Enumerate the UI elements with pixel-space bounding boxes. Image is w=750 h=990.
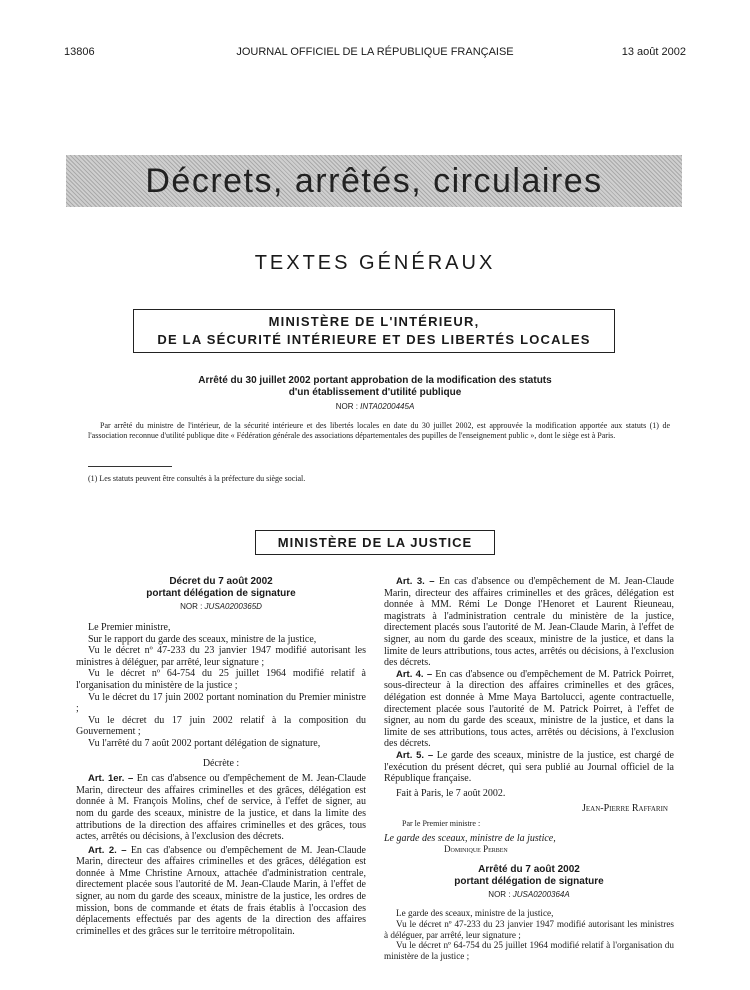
arrete2-heading: [384, 864, 674, 899]
preamble-5: Vu le décret du 17 juin 2002 relatif à la composition du Gouvernement ;: [76, 714, 366, 738]
article-4: Art. 4. – En cas d'absence ou d'empêchement de M. Patrick Poirret, sous-directeur à la direction des affaires criminelles et des grâces, délégation est donnée à Mme Maya Bartolucci, agente contractuelle, directement placée sous l'autorité de M. Patrick Poirret, à l'effet de signer, au nom du garde des sceaux, ministre de la justice, et dans la limite de ses attributions, tous actes, arrêtés ou décisions, à l'exclusion des décrets.: [384, 668, 674, 750]
decret-title2: portant délégation de signature: [146, 588, 296, 599]
article-3: Art. 3. – En cas d'absence ou d'empêchement de M. Jean-Claude Marin, directeur des affaires criminelles et des grâces, délégation est donnée à MM. Rémi Le Donge l'Henoret et Laurent Rieuneau, magistrats à l'administration centrale du ministère de la justice, directement placés sous l'autorité de M. Jean-Claude Marin, à l'effet de signer, au nom du garde des sceaux, ministre de la justice, et dans la limite de leurs attributions, tous actes, arrêtés ou décisions, à l'exclusion des décrets.: [384, 576, 674, 669]
decret-title1: Décret du 7 août 2002: [169, 576, 273, 587]
arrete1-heading: [80, 375, 670, 411]
left-column: [76, 576, 366, 937]
arrete2-line-2: Vu le décret nº 64-754 du 25 juillet 1964 modifié relatif à l'organisation du ministère de la justice ;: [384, 940, 674, 962]
decret-nor: NOR : JUSA0200365D: [180, 602, 262, 611]
issue-date: 13 août 2002: [621, 46, 686, 58]
journal-title: JOURNAL OFFICIEL DE LA RÉPUBLIQUE FRANÇAISE: [236, 46, 514, 58]
arrete1-body: Par arrêté du ministre de l'intérieur, de la sécurité intérieure et des libertés locales en date du 30 juillet 2002, est approuvée la modification apportée aux statuts (1) de l'association reconnue d'utilité publique dite « Fédération générale des associations départementales des pupilles de l'enseignement public », dont le siège est à Paris.: [88, 421, 670, 441]
arrete1-title1: Arrêté du 30 juillet 2002 portant approbation de la modification des statuts: [198, 375, 552, 386]
ministry-justice-label: MINISTÈRE DE LA JUSTICE: [277, 535, 473, 550]
par-le-premier-ministre: Par le Premier ministre :: [402, 818, 481, 828]
arrete1-nor: NOR : INTA0200445A: [335, 402, 415, 411]
arrete2-title1: Arrêté du 7 août 2002: [478, 864, 580, 876]
preamble-2: Vu le décret nº 47-233 du 23 janvier 1947 modifié autorisant les ministres à déléguer, par arrêté, leur signature ;: [76, 645, 366, 668]
ministry-interior-line1: MINISTÈRE DE L'INTÉRIEUR,: [268, 314, 480, 329]
garde-name: Dominique Perben: [444, 844, 508, 855]
page-number: 13806: [64, 46, 95, 58]
right-column: [384, 576, 674, 962]
fait-a-paris: Fait à Paris, le 7 août 2002.: [396, 787, 506, 799]
arrete2-line-1: Vu le décret nº 47-233 du 23 janvier 1947 modifié autorisant les ministres à déléguer, par arrêté, leur signature ;: [384, 918, 674, 940]
article-5: Art. 5. – Le garde des sceaux, ministre de la justice, est chargé de l'exécution du présent décret, qui sera publié au Journal officiel de la République française.: [384, 749, 674, 785]
arrete1-footnote: (1) Les statuts peuvent être consultés à la préfecture du siège social.: [88, 474, 306, 483]
preamble-1: Sur le rapport du garde des sceaux, ministre de la justice,: [88, 633, 317, 645]
decrete: Décrète :: [202, 757, 240, 769]
arrete2-title2: portant délégation de signature: [454, 876, 604, 888]
preamble-6: Vu l'arrêté du 7 août 2002 portant délégation de signature,: [88, 737, 321, 749]
footnote-rule: [88, 466, 172, 467]
ministry-interior-box: [133, 309, 615, 353]
preamble-0: Le Premier ministre,: [88, 622, 171, 633]
banner-text: Décrets, arrêtés, circulaires: [145, 161, 603, 200]
ministry-interior-line2: DE LA SÉCURITÉ INTÉRIEURE ET DES LIBERTÉS LOCALES: [157, 332, 591, 347]
signatory: Jean-Pierre Raffarin: [582, 803, 668, 815]
article-1: Art. 1er. – En cas d'absence ou d'empêchement de M. Jean-Claude Marin, directeur des affaires criminelles et des grâces, délégation est donnée à M. François Molins, chef de service, à l'effet de signer, au nom du garde des sceaux, ministre de la justice, et dans la limite des attributions de la direction des affaires criminelles et des grâces, tous actes, arrêtés ou décisions, à l'exclusion des décrets.: [76, 773, 366, 843]
article-2: Art. 2. – En cas d'absence ou d'empêchement de M. Jean-Claude Marin, directeur des affaires criminelles et des grâces, délégation est donnée à Mme Christine Arnoux, attachée d'administration centrale, directement placée sous l'autorité de M. Jean-Claude Marin, à l'effet de signer, au nom du garde des sceaux, ministre de la justice, les ordres de mission, bons de commande et états de frais établis à l'occasion des déplacements effectués par des agents de la direction des affaires criminelles et des grâces sur le territoire métropolitain.: [76, 844, 366, 937]
arrete2-nor: NOR : JUSA0200364A: [488, 890, 570, 900]
preamble-4: Vu le décret du 17 juin 2002 portant nomination du Premier ministre ;: [76, 691, 366, 715]
ministry-justice-box: [255, 530, 495, 555]
preamble-3: Vu le décret nº 64-754 du 25 juillet 1964 modifié relatif à l'organisation du ministère de la justice ;: [76, 668, 366, 691]
section-title: TEXTES GÉNÉRAUX: [254, 252, 496, 274]
arrete2-line-0: Le garde des sceaux, ministre de la justice,: [396, 908, 554, 919]
garde-des-sceaux: Le garde des sceaux, ministre de la justice,: [384, 832, 556, 844]
arrete1-title2: d'un établissement d'utilité publique: [288, 387, 462, 398]
section-banner: [66, 155, 682, 207]
